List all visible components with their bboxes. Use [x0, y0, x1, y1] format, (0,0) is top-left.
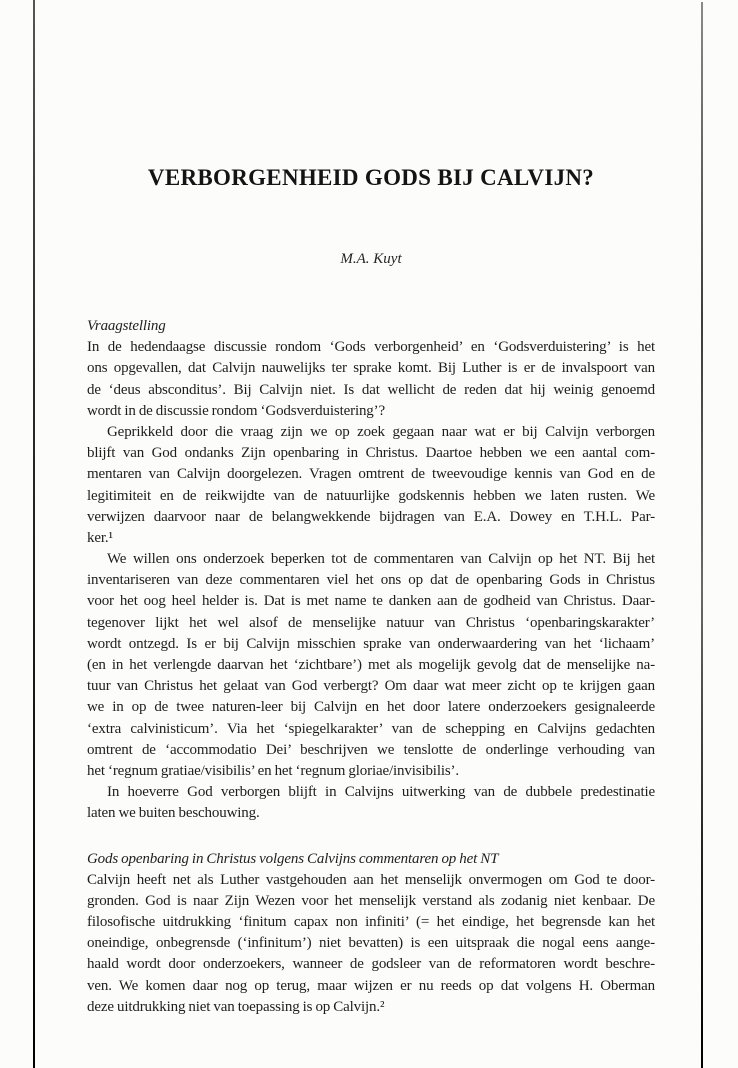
section-heading: Gods openbaring in Christus volgens Calvijns commentaren op het NT: [87, 850, 499, 867]
text-line: (en in het verlengde daarvan het ‘zichtbare’) met als mogelijk gevolg dat de menselijke na-: [87, 657, 655, 674]
text-line: ven. We komen daar nog op terug, maar wijzen er nu reeds op dat volgens H. Oberman: [87, 977, 655, 994]
text-line: ‘extra calvinisticum’. Via het ‘spiegelkarakter’ van de schepping en Calvijns gedachten: [87, 720, 655, 737]
text-line: wordt in de discussie rondom ‘Godsverduistering’?: [87, 402, 386, 419]
article-section: [87, 316, 655, 825]
text-line: legitimiteit en de reikwijdte van de natuurlijke godskennis hebben we laten rusten. We: [87, 487, 655, 504]
text-line: ker.¹: [87, 529, 113, 546]
text-line: tuur van Christus het gelaat van God verbergt? Om daar wat meer zicht op te krijgen gaan: [87, 678, 655, 695]
text-line: oneindige, onbegrensde (‘infinitum’) niet bevatten) is een uitspraak die nogal eens aange-: [87, 935, 655, 952]
paragraph: [87, 337, 655, 422]
article-body: [87, 316, 655, 1018]
scan-right-edge-line: [701, 2, 703, 1068]
text-line: In de hedendaagse discussie rondom ‘Gods verborgenheid’ en ‘Godsverduistering’ is het: [87, 339, 655, 356]
paragraph: [87, 782, 655, 824]
text-line: haald wordt door onderzoekers, wanneer de godsleer van de reformatoren wordt beschre-: [87, 956, 655, 973]
text-line: blijft van God ondanks Zijn openbaring in Christus. Daartoe hebben we een aantal com-: [87, 445, 655, 462]
text-line: omtrent de ‘accommodatio Dei’ beschrijven we tenslotte de onderlinge verhouding van: [87, 741, 655, 758]
text-line: ons opgevallen, dat Calvijn nauwelijks ter sprake komt. Bij Luther is er de invalspoort van: [87, 360, 655, 377]
scan-left-edge-line: [33, 0, 35, 1068]
text-line: de ‘deus absconditus’. Bij Calvijn niet. Is dat wellicht de reden dat hij weinig genoemd: [87, 381, 655, 398]
section-heading: Vraagstelling: [87, 318, 166, 334]
article-section: [87, 849, 655, 1019]
text-line: inventariseren van deze commentaren viel het ons op dat de openbaring Gods in Christus: [87, 572, 655, 589]
text-line: het ‘regnum gratiae/visibilis’ en het ‘regnum gloriae/invisibilis’.: [87, 762, 459, 779]
article-title: VERBORGENHEID GODS BIJ CALVIJN?: [147, 165, 595, 190]
text-line: gronden. God is naar Zijn Wezen voor het menselijk verstand als zodanig niet kenbaar. De: [87, 892, 655, 909]
paragraph: [87, 870, 655, 1018]
text-line: we in op de twee naturen-leer bij Calvijn en het door latere onderzoekers gesignaleerde: [87, 699, 655, 716]
text-line: filosofische uitdrukking ‘finitum capax non infiniti’ (= het eindige, het begrensde kan het: [87, 914, 655, 931]
page-content: [87, 0, 655, 1018]
text-line: mentaren van Calvijn doorgelezen. Vragen omtrent de tweevoudige kennis van God en de: [87, 466, 655, 483]
text-line: In hoeverre God verborgen blijft in Calvijns uitwerking van de dubbele predestinatie: [107, 784, 655, 801]
text-line: voor het oog heel helder is. Dat is met name te danken aan de godheid van Christus. Daar-: [87, 593, 655, 610]
text-line: Geprikkeld door die vraag zijn we op zoek gegaan naar wat er bij Calvijn verborgen: [107, 423, 655, 440]
text-line: Calvijn heeft net als Luther vastgehouden aan het menselijk onvermogen om God te door-: [87, 871, 655, 888]
text-line: tegenover lijkt het wel alsof de menselijke natuur van Christus ‘openbaringskarakter’: [87, 614, 655, 631]
paragraph: [87, 422, 655, 549]
text-line: deze uitdrukking niet van toepassing is op Calvijn.²: [87, 998, 385, 1015]
text-line: laten we buiten beschouwing.: [87, 805, 260, 822]
paragraph: [87, 549, 655, 782]
article-author: M.A. Kuyt: [340, 251, 402, 267]
text-line: wordt ontzegd. Is er bij Calvijn misschien sprake van onderwaardering van het ‘lichaam’: [87, 635, 655, 652]
text-line: verwijzen daarvoor naar de belangwekkende bijdragen van E.A. Dowey en T.H.L. Par-: [87, 508, 655, 525]
text-line: We willen ons onderzoek beperken tot de commentaren van Calvijn op het NT. Bij het: [107, 551, 655, 568]
